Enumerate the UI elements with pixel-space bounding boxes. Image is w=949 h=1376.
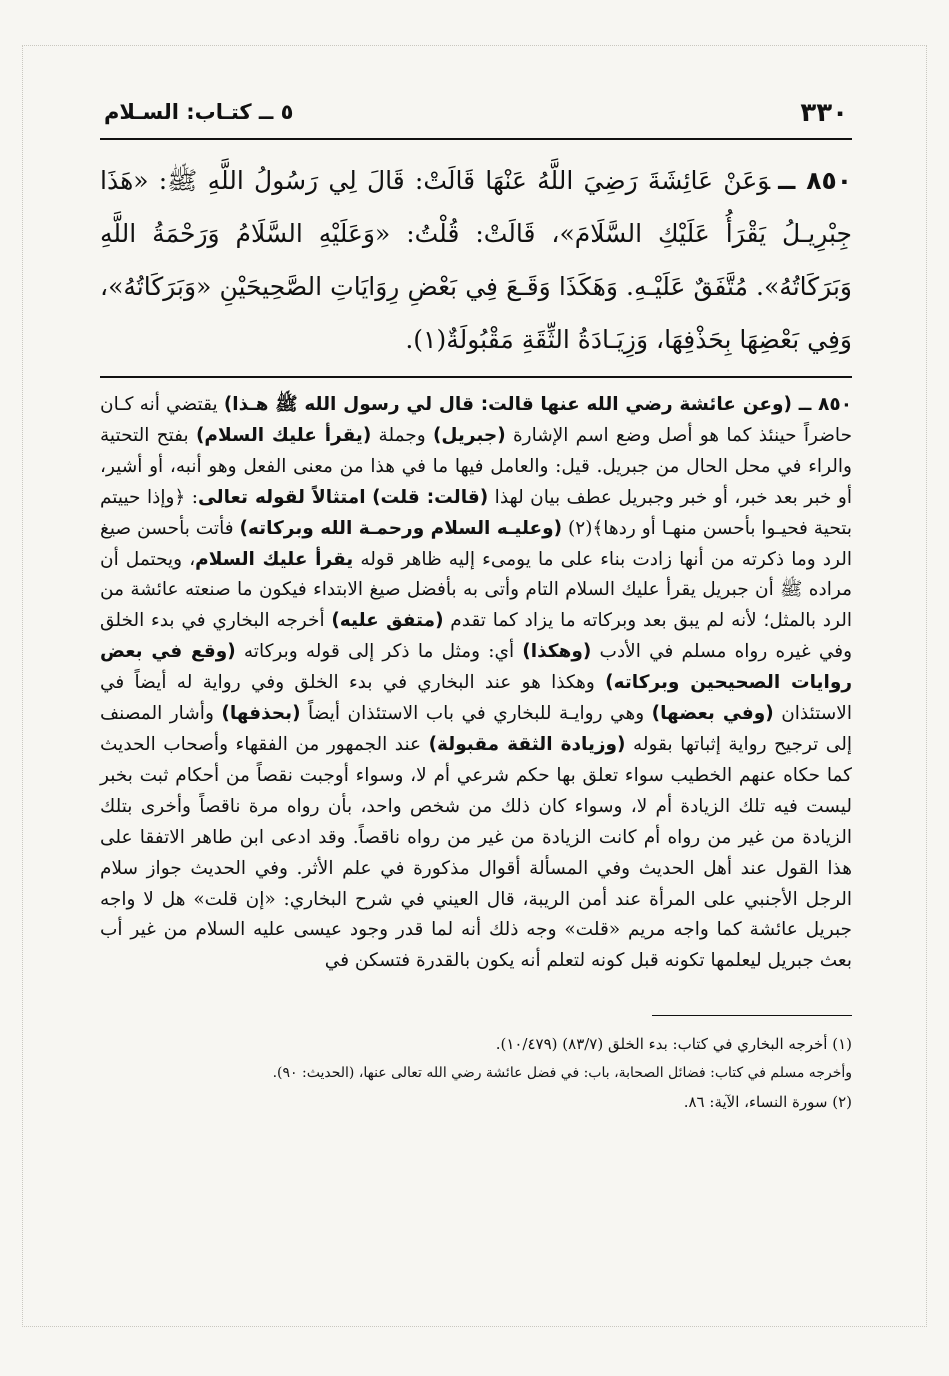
commentary-bold-segment: (وهكذا) (522, 641, 592, 663)
commentary-bold-segment: (قالت: قلت) (372, 486, 489, 508)
section-divider (100, 376, 852, 378)
commentary-bold-segment: (يقرأ عليك السلام) (195, 424, 372, 446)
footnote-1: (١) أخرجه البخاري في كتاب: بدء الخلق (٨٣/٧) (١٠/٤٧٩). (495, 1035, 852, 1054)
hadith-text: وَعَنْ عَائِشَةَ رَضِيَ اللَّهُ عَنْهَا قَالَتْ: قَالَ لِي رَسُولُ اللَّهِ ﷺ: «هَذَا جِبْرِيـلُ يَقْرَأُ عَلَيْكِ السَّلَامَ»، قَالَتْ: قُلْتُ: «وَعَلَيْهِ السَّلَامُ وَرَحْمَةُ اللَّهِ وَبَرَكَاتُهُ». مُتَّفَقٌ عَلَيْـهِ. وَهَكَذَا وَقَـعَ فِي بَعْضِ رِوَايَاتِ الصَّحِيحَيْنِ «وَبَرَكَاتُهُ»، وَفِي بَعْضِهَا بِحَذْفِهَا، وَزِيَـادَةُ الثِّقَةِ مَقْبُولَةٌ(١). (100, 166, 852, 354)
commentary-text-segment: فأتت بأحسن صيغ الرد وما ذكرته من أنها زادت بناء على ما يومىء إليه ظاهر قوله (100, 517, 852, 570)
commentary-text-segment: عند الجمهور من الفقهاء وأصحاب الحديث كما حكاه عنهم الخطيب سواء تعلق بها حكم شرعي أم لا، وسواء أوجبت نقصاً من أحكام ثبت بخبر ليست فيه تلك الزيادة أم لا، وسواء كان ذلك من شخص واحد، بأن رواه مرة ناقصاً وأخرى بتلك الزيادة من غير من رواه أم كانت الزيادة من غير من رواه ناقصاً. وقد ادعى ابن طاهر الاتفقا على هذا القول عند أهل الحديث وفي المسألة أقوال مذكورة في علم الأثر. وفي الحديث جواز سلام الرجل الأجنبي على المرأة عند أمن الريبة، قال العيني في شرح البخاري: «إن قلت» هل لا واجه جبريل عائشة كما واجه مريم «قلت» وجه ذلك أنه لما قدر وجود عيسى عليه السلام من غير أب بعث جبريل ليعلمها تكونه قبل كونه لتعلم أنه يكون بالقدرة فتسكن في (100, 733, 852, 972)
commentary-bold-segment: (بحذفها) (221, 703, 301, 725)
commentary-bold-segment: امتثالاً لقوله تعالى (197, 486, 366, 508)
page-number: ٣٣٠ (800, 98, 848, 128)
commentary-text-segment: وأشار المصنف إلى ترجيح رواية إثباتها بقوله (100, 703, 852, 755)
commentary-bold-segment: (جبريل) (432, 424, 506, 446)
commentary-bold-segment: (متفق عليه) (331, 610, 444, 632)
page-header (100, 88, 852, 140)
footnote-1-continuation: وأخرجه مسلم في كتاب: فضائل الصحابة، باب: في فضل عائشة رضي الله تعالى عنها، (الحديث: ٩٠). (272, 1065, 852, 1082)
commentary-text-segment: وهي روايـة للبخاري في باب الاستئذان أيضاً (300, 703, 652, 725)
commentary-bold-segment: (وفي بعضها) (651, 703, 774, 725)
commentary-bold-segment: (وقع في بعض روايات الصحيحين وبركاته) (100, 641, 852, 694)
commentary-text-segment: وجملة (371, 424, 433, 446)
hadith-text-block (100, 154, 852, 366)
book-page (100, 88, 852, 1117)
commentary-text-segment: ، ويحتمل أن مراده ﷺ أن جبريل يقرأ عليك السلام التام وأتى به بأفضل صيغ الابتداء فيكون ما صنعته عائشة من الرد بالمثل؛ لأنه لم يبق بعد وبركاته ما يزاد كما تقدم (100, 548, 853, 632)
commentary-text-segment: بفتح التحتية والراء في محل الحال من جبريل. قيل: والعامل فيها ما في هذا من معنى الفعل وهو أنبه، أو أشير، أو خبر بعد خبر، أو خبر وجبريل عطف بيان لهذا (100, 424, 852, 508)
commentary-bold-segment: (وزيادة الثقة مقبولة) (428, 733, 626, 755)
commentary-bold-segment: ٨٥٠ ــ (وعن عائشة رضي الله عنها قالت: قال لي رسول الله ﷺ هـذا) (223, 394, 852, 415)
running-title: ٥ ــ كتـاب: السـلام (104, 100, 294, 124)
commentary-text-segment: أي: ومثل ما ذكر إلى قوله وبركاته (235, 641, 523, 663)
footnote-divider (652, 1015, 852, 1016)
commentary-paragraph (100, 390, 852, 977)
commentary-block (100, 390, 852, 977)
hadith-number: ٨٥٠ ــ (778, 166, 853, 195)
commentary-bold-segment: (وعليـه السلام ورحمـة الله وبركاته) (239, 517, 563, 539)
commentary-text-segment: : ﴿وإذا حييتم بتحية فحيـوا بأحسن منهـا أو ردها﴾(٢) (100, 486, 852, 539)
footnote-2: (٢) سورة النساء، الآية: ٨٦. (683, 1093, 852, 1112)
commentary-text-segment: وهكذا هو عند البخاري في بدء الخلق وفي رواية له أيضاً في الاستئذان (100, 672, 852, 725)
footnotes (100, 1030, 852, 1117)
commentary-bold-segment: يقرأ عليك السلام (195, 548, 354, 570)
commentary-text-segment: أخرجه البخاري في بدء الخلق وفي غيره رواه مسلم في الأدب (100, 610, 853, 663)
commentary-text-segment: يقتضي أنه كـان حاضراً حينئذ كما هو أصل وضع اسم الإشارة (100, 394, 853, 446)
